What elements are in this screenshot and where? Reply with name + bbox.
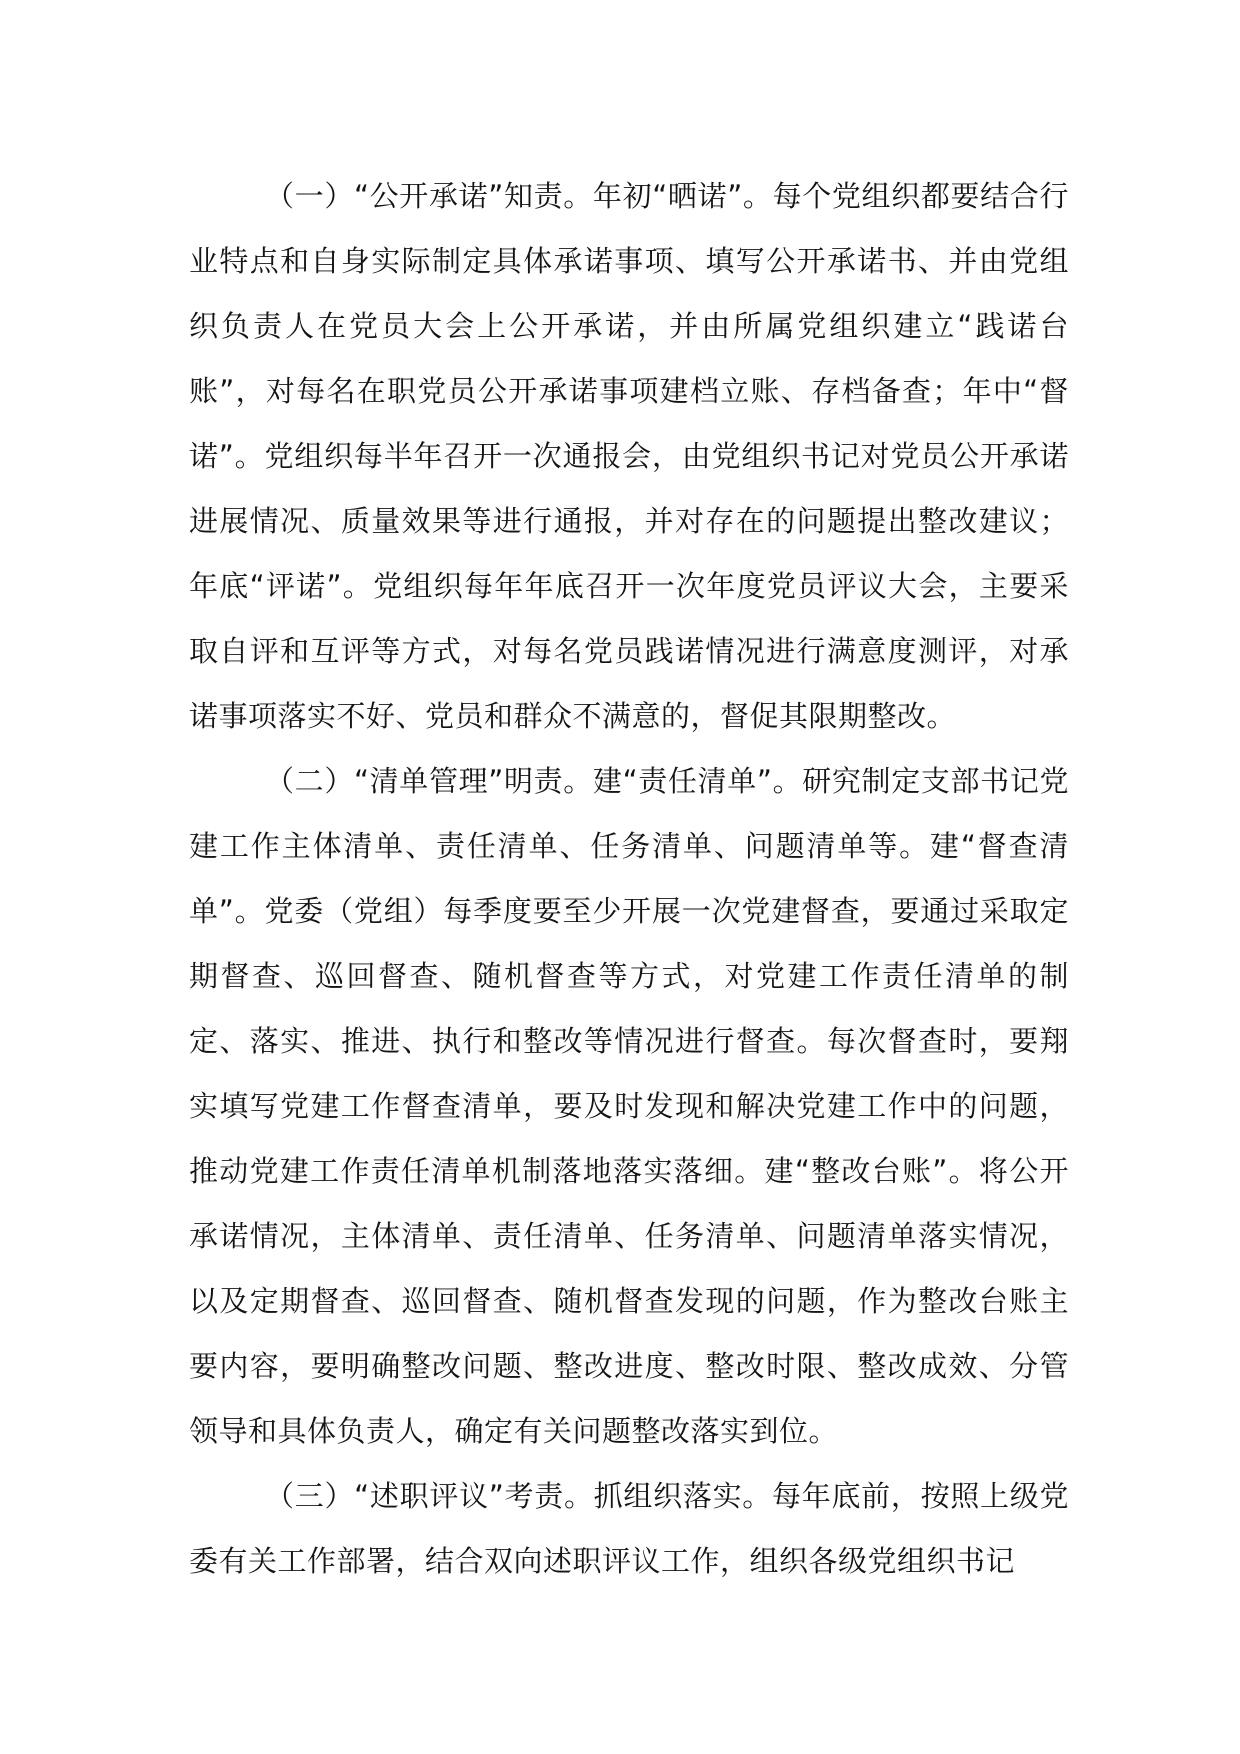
paragraph-public-commitment: （一）“公开承诺”知责。年初“晒诺”。每个党组织都要结合行业特点和自身实际制定具体承诺事项、填写公开承诺书、并由党组织负责人在党员大会上公开承诺，并由所属党组织建立“践诺台账”，对每名在职党员公开承诺事项建档立账、存档备查；年中“督诺”。党组织每半年召开一次通报会，由党组织书记对党员公开承诺进展情况、质量效果等进行通报，并对存在的问题提出整改建议；年底“评诺”。党组织每年年底召开一次年度党员评议大会，主要采取自评和互评等方式，对每名党员践诺情况进行满意度测评，对承诺事项落实不好、党员和群众不满意的，督促其限期整改。 — [189, 179, 1069, 733]
paragraph-list-management: （二）“清单管理”明责。建“责任清单”。研究制定支部书记党建工作主体清单、责任清单、任务清单、问题清单等。建“督查清单”。党委（党组）每季度要至少开展一次党建督查，要通过采取定期督查、巡回督查、随机督查等方式，对党建工作责任清单的制定、落实、推进、执行和整改等情况进行督查。每次督查时，要翔实填写党建工作督查清单，要及时发现和解决党建工作中的问题，推动党建工作责任清单机制落地落实落细。建“整改台账”。将公开承诺情况，主体清单、责任清单、任务清单、问题清单落实情况，以及定期督查、巡回督查、随机督查发现的问题，作为整改台账主要内容，要明确整改问题、整改进度、整改时限、整改成效、分管领导和具体负责人，确定有关问题整改落实到位。 — [189, 764, 1069, 1448]
paragraph-debriefing-review: （三）“述职评议”考责。抓组织落实。每年底前，按照上级党委有关工作部署，结合双向述职评议工作，组织各级党组织书记 — [189, 1479, 1069, 1578]
document-body — [189, 164, 1069, 1594]
